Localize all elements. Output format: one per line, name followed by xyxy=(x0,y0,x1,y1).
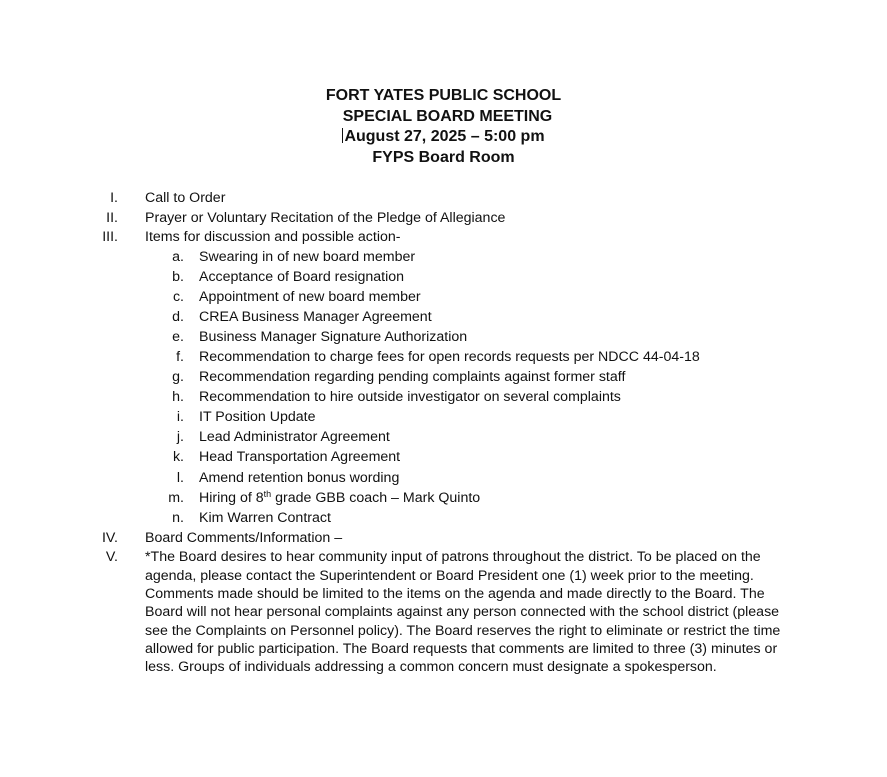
subitem-text: Business Manager Signature Authorization xyxy=(199,328,468,345)
agenda-item-text: Board Comments/Information – xyxy=(145,529,343,546)
agenda-subitem xyxy=(0,348,887,368)
document-header xyxy=(0,86,887,168)
agenda-subitem xyxy=(0,368,887,388)
agenda-item xyxy=(0,228,887,248)
agenda-subitem xyxy=(0,248,887,268)
subitem-text: CREA Business Manager Agreement xyxy=(199,308,432,325)
subitem-letter: j. xyxy=(176,429,184,446)
subitem-letter: h. xyxy=(172,389,184,406)
agenda-subitem xyxy=(0,428,887,448)
agenda-subitem xyxy=(0,408,887,428)
agenda-item-text: Call to Order xyxy=(145,190,226,206)
subitem-text: Amend retention bonus wording xyxy=(199,469,400,486)
subitem-text-part: grade GBB coach – Mark Quinto xyxy=(271,489,481,506)
subitem-text: Recommendation to charge fees for open records requests per NDCC 44-04-18 xyxy=(199,348,700,365)
agenda-list xyxy=(0,189,887,676)
subitem-text: Head Transportation Agreement xyxy=(199,449,401,466)
ordinal-suffix: th xyxy=(263,488,272,499)
agenda-item-number: IV. xyxy=(101,529,118,546)
school-name: FORT YATES PUBLIC SCHOOL xyxy=(325,87,562,104)
subitem-text xyxy=(199,489,480,509)
agenda-subitem xyxy=(0,328,887,348)
agenda-subitem xyxy=(0,388,887,408)
public-input-paragraph: *The Board desires to hear community input of patrons throughout the district. To be placed on the agenda, please contact the Superintendent or Board President one (1) week prior to the meeting. Comments made should be limited to the items on the agenda and made directly to the Board. The Board will not hear personal complaints against any person connected with the school district (please see the Complaints on Personnel policy). The Board reserves the right to eliminate or restrict the time allowed for public participation. The Board requests that comments are limited to three (3) minutes or less. Groups of individuals addressing a common concern must designate a spokesperson. xyxy=(145,549,781,676)
subitem-letter: f. xyxy=(176,348,184,365)
meeting-location: FYPS Board Room xyxy=(372,148,515,166)
agenda-subitem xyxy=(0,489,887,509)
agenda-subitem xyxy=(0,308,887,328)
agenda-item-number: I. xyxy=(110,190,118,206)
agenda-subitem xyxy=(0,448,887,468)
subitem-text: IT Position Update xyxy=(199,409,316,426)
subitem-letter: m. xyxy=(168,489,184,506)
subitem-text: Recommendation to hire outside investigator on several complaints xyxy=(199,389,621,406)
subitem-text: Kim Warren Contract xyxy=(199,509,331,526)
subitem-text: Lead Administrator Agreement xyxy=(199,429,390,446)
agenda-subitem xyxy=(0,268,887,288)
subitem-letter: l. xyxy=(176,469,184,486)
meeting-title: SPECIAL BOARD MEETING xyxy=(342,107,553,125)
meeting-datetime-line xyxy=(0,127,887,148)
subitem-letter: d. xyxy=(172,308,184,325)
subitem-text-part: Hiring of 8 xyxy=(199,489,264,506)
subitem-letter: c. xyxy=(172,288,184,305)
agenda-item-number: II. xyxy=(106,209,118,226)
agenda-subitem xyxy=(0,288,887,308)
subitem-letter: g. xyxy=(172,369,184,386)
subitem-text: Recommendation regarding pending complaints against former staff xyxy=(199,369,626,386)
subitem-letter: n. xyxy=(172,509,184,526)
agenda-item-text: Prayer or Voluntary Recitation of the Pledge of Allegiance xyxy=(145,209,506,226)
subitem-letter: i. xyxy=(176,409,184,426)
subitem-letter: a. xyxy=(172,248,184,265)
subitem-text: Appointment of new board member xyxy=(199,288,421,305)
agenda-item xyxy=(0,548,887,676)
subitem-text: Acceptance of Board resignation xyxy=(199,268,405,285)
agenda-item-number: V. xyxy=(105,549,118,566)
agenda-item xyxy=(0,529,887,549)
agenda-item xyxy=(0,209,887,229)
agenda-item-number: III. xyxy=(102,229,118,245)
agenda-subitem xyxy=(0,509,887,529)
subitem-letter: e. xyxy=(172,328,184,345)
agenda-item xyxy=(0,189,887,209)
subitem-text: Swearing in of new board member xyxy=(199,248,416,265)
agenda-item-text: Items for discussion and possible action- xyxy=(145,229,401,245)
subitem-letter: b. xyxy=(172,268,184,285)
meeting-datetime: August 27, 2025 – 5:00 pm xyxy=(344,128,545,145)
agenda-subitem xyxy=(0,469,887,489)
subitem-letter: k. xyxy=(172,449,184,466)
